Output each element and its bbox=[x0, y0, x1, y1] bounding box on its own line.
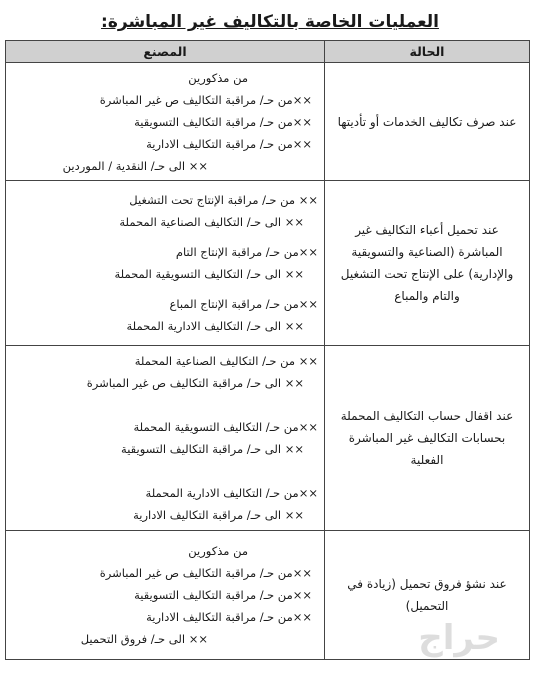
header-entry: المصنع bbox=[6, 41, 325, 63]
entry-line: ×× الى حـ/ مراقبة التكاليف الادارية bbox=[133, 508, 304, 522]
entry-line: ×× الى حـ/ التكاليف الادارية المحملة bbox=[126, 319, 304, 333]
entry-line: من مذكورين bbox=[188, 544, 248, 558]
haraj-watermark: حراج bbox=[418, 618, 500, 658]
case-cell: عند تحميل أعباء التكاليف غير المباشرة (الصناعية والتسويقية والإدارية) على الإنتاج تحت التشغيل والتام والمباع bbox=[325, 181, 530, 346]
table-row bbox=[6, 346, 530, 531]
table-row bbox=[6, 531, 530, 660]
entry-line: ×× من حـ/ التكاليف الصناعية المحملة bbox=[134, 354, 318, 368]
table-row bbox=[6, 181, 530, 346]
entry-cell bbox=[6, 63, 325, 181]
entry-line: ××من حـ/ مراقبة التكاليف التسويقية bbox=[134, 114, 312, 129]
entry-line: ××من حـ/ التكاليف التسويقية المحملة bbox=[133, 420, 318, 434]
table-row bbox=[6, 63, 530, 181]
case-cell: عند اقفال حساب التكاليف المحملة بحسابات التكاليف غير المباشرة الفعلية bbox=[325, 346, 530, 531]
entry-line: ×× الى حـ/ مراقبة التكاليف ص غير المباشرة bbox=[86, 376, 304, 390]
entry-line: ××من حـ/ مراقبة التكاليف الادارية bbox=[146, 610, 312, 624]
entry-line: ×× الى حـ/ فروق التحميل bbox=[80, 632, 208, 646]
entry-line: ×× من حـ/ مراقبة الإنتاج تحت التشغيل bbox=[129, 193, 318, 207]
entry-line: ×× الى حـ/ مراقبة التكاليف التسويقية bbox=[121, 442, 304, 456]
page-title: العمليات الخاصة بالتكاليف غير المباشرة: bbox=[101, 12, 439, 32]
entry-line: ××من حـ/ مراقبة التكاليف الادارية bbox=[146, 136, 312, 151]
entry-cell bbox=[6, 346, 325, 531]
entry-cell bbox=[6, 531, 325, 660]
entry-line: ×× الى حـ/ التكاليف الصناعية المحملة bbox=[119, 215, 304, 229]
entry-line: ××من حـ/ مراقبة التكاليف التسويقية bbox=[134, 588, 312, 602]
case-cell: عند صرف تكاليف الخدمات أو تأديتها bbox=[325, 63, 530, 181]
entry-line: ×× الى حـ/ التكاليف التسويقية المحملة bbox=[114, 267, 304, 281]
entry-line: ××من حـ/ مراقبة الإنتاج المباع bbox=[169, 297, 318, 311]
entry-cell bbox=[6, 181, 325, 346]
table-header-row bbox=[6, 41, 530, 63]
entry-line: من مذكورين bbox=[188, 70, 248, 85]
entry-line: ××من حـ/ مراقبة الإنتاج التام bbox=[175, 245, 318, 259]
case-cell: عند نشؤ فروق تحميل (زيادة في التحميل) bbox=[325, 531, 530, 660]
entry-line: ××من حـ/ مراقبة التكاليف ص غير المباشرة bbox=[99, 566, 312, 580]
journal-entries-table bbox=[5, 40, 530, 660]
entry-line: ××من حـ/ التكاليف الادارية المحملة bbox=[145, 486, 318, 500]
entry-line: ××من حـ/ مراقبة التكاليف ص غير المباشرة bbox=[99, 92, 312, 107]
entry-line: ×× الى حـ/ النقدية / الموردين bbox=[62, 158, 208, 173]
header-case: الحالة bbox=[325, 41, 530, 63]
